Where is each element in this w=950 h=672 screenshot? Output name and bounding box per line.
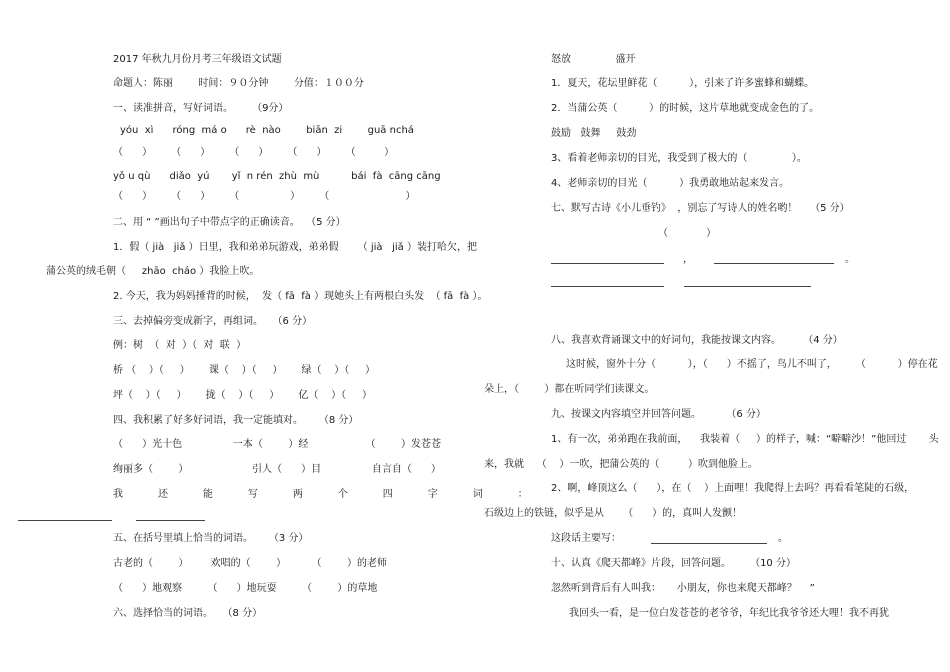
section-3-heading: 三、去掉偏旁变成新字，再组词。 （6 分） [113,316,313,327]
r-question-3[interactable]: 3、看着老师亲切的目光，我受到了极大的（ ）。 [551,153,807,164]
s9-summary-label: 这段话主要写： [551,533,621,544]
author-line: 命题人：陈丽 时间：９０分钟 分值：１００分 [113,78,364,89]
section-6-heading: 六、选择恰当的词语。 （8 分） [113,608,263,619]
s3-row2[interactable]: 坪（ ）（ ） 拢（ ）（ ） 亿（ ）（ ） [113,390,372,401]
section-2-heading: 二、用 “ ”画出句子中带点字的正确读音。 （5 分） [113,217,346,228]
s4-answer-line-1[interactable] [18,520,112,521]
s1-blanks-row2[interactable]: （ ） （ ） （ ） （ ） [113,191,416,202]
section-10-heading: 十、认真《爬天都峰》片段，回答问题。 （10 分） [551,558,796,569]
s1-blanks-row1[interactable]: （ ） （ ） （ ） （ ） （ ） [113,147,395,158]
s2-question-1a: 1．假（ jià jiǎ ）日里，我和弟弟玩游戏，弟弟假 （ jià jiǎ ）装打哈欠，把 [113,242,477,253]
s1-pinyin-row1: yóu xì róng má o rè nào biān zi guā nchá [120,125,414,136]
s5-row1[interactable]: 古老的（ ） 欢唱的（ ） （ ）的老师 [113,558,387,569]
section-7-heading: 七、默写古诗《小儿垂钓》 ，别忘了写诗人的姓名哟！ （5 分） [551,203,850,214]
s8-passage-b[interactable]: 朵上，（ ）都在听同学们读课文。 [484,384,655,395]
s7-period: 。 [845,254,855,265]
s7-line-3[interactable] [551,286,664,287]
section-8-heading: 八、我喜欢背诵课文中的好词句，我能按课文内容。 （4 分） [551,335,843,346]
s4-row2[interactable]: 绚丽多（ ） 引人（ ）目 自言自（ ） [113,464,442,475]
s7-poet-blank[interactable]: （ ） [658,228,717,239]
s7-line-2[interactable] [714,263,834,264]
choice-set-2: 鼓励 鼓舞 鼓劲 [551,128,637,139]
s1-pinyin-row2: yǒ u qù diǎo yú yǐ n rén zhù mù bái fà cāng cāng [113,171,441,182]
s10-passage-b: 我回头一看，是一位白发苍苍的老爷爷，年纪比我爷爷还大哩！我不再犹 [569,608,889,619]
section-9-heading: 九、按课文内容填空并回答问题。 （6 分） [551,409,766,420]
s4-answer-line-2[interactable] [136,520,205,521]
s3-row1[interactable]: 桥 （ ）（ ） 课（ ）（ ） 绿（ ）（ ） [113,365,376,376]
s4-row1[interactable]: （ ）光十色 一本（ ）经 （ ）发苍苍 [113,439,442,450]
r-question-2[interactable]: 2．当蒲公英（ ）的时候，这片草地就变成金色的了。 [551,103,820,114]
s5-row2[interactable]: （ ）地观察 （ ）地玩耍 （ ）的草地 [113,583,378,594]
s3-example: 例：树 （ 对 ）（ 对 联 ） [113,340,247,351]
choice-set-1: 怒放 盛开 [551,54,636,65]
s4-row3: 我 还 能 写 两 个 四 字 词 ： [113,489,528,500]
exam-title: 2017 年秋九月份月考三年级语文试题 [113,54,282,65]
s2-question-2: 2. 今天，我为妈妈捶背的时候， 发（ fā fà ）现她头上有两根白头发 （ fā fà ）。 [113,291,488,302]
s10-passage-a: 忽然听到背后有人叫我： 小朋友，你也来爬天都峰？ ” [551,583,815,594]
s9-summary-period: 。 [778,533,788,544]
s7-line-1[interactable] [551,263,664,264]
s8-passage-a[interactable]: 这时候，窗外十分（ ），（ ）不摇了，鸟儿不叫了， （ ）停在花 [566,359,938,370]
r-question-1[interactable]: 1．夏天，花坛里鲜花（ ），引来了许多蜜蜂和蝴蝶。 [551,78,815,89]
s7-comma: ， [683,254,693,265]
s9-passage-d[interactable]: 石级边上的铁链，似乎是从 （ ）的，真叫人发颤！ [484,508,743,519]
s9-passage-b[interactable]: 来，我就 （ ）一吹，把蒲公英的（ ）吹到他脸上。 [484,459,759,470]
section-1-heading: 一、读准拼音，写好词语。 （9分） [113,103,289,114]
s9-summary-line[interactable] [651,543,767,544]
s9-passage-c[interactable]: 2、啊，峰顶这么（ ），在（ ）上面哩！我爬得上去吗？再看看笔陡的石级， [551,483,915,494]
s9-passage-a[interactable]: 1、有一次，弟弟跑在我前面， 我装着（ ）的样子，喊：“噼噼沙！”他回过 头 [551,434,939,445]
s2-question-1b: 蒲公英的绒毛朝（ zhāo cháo ）我脸上吹。 [46,266,260,277]
r-question-4[interactable]: 4、老师亲切的目光（ ）我勇敢地站起来发言。 [551,178,790,189]
section-4-heading: 四、我积累了好多好词语，我一定能填对。 （8 分） [113,415,359,426]
s7-line-4[interactable] [684,286,811,287]
section-5-heading: 五、在括号里填上恰当的词语。 （3 分） [113,533,309,544]
